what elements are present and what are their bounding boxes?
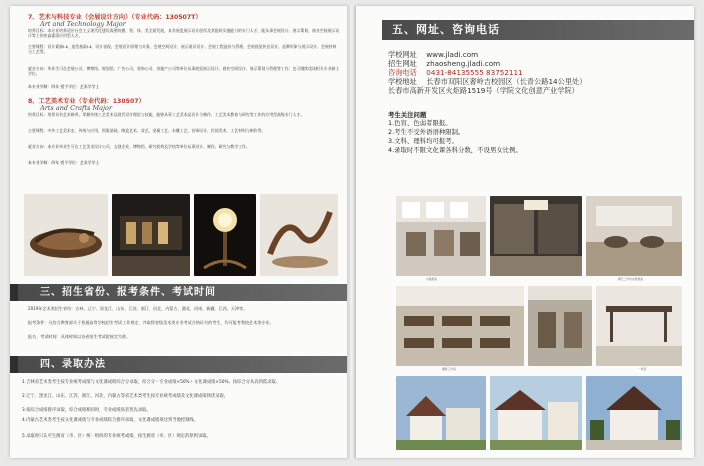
leather-craft-image xyxy=(260,194,338,276)
section3-schedule: 报名、考试时间：具体时间以各省招生考试院规定为准。 xyxy=(28,334,131,339)
band-marker xyxy=(10,284,18,301)
tip-item: 2.考生不受外语语种限制。 xyxy=(388,128,465,136)
left-page xyxy=(10,6,348,458)
section4-band xyxy=(10,356,348,373)
campus-photo-classroom xyxy=(396,286,524,366)
major2-goal: 培养目标：培养具有艺术修养、掌握传统工艺美术及现代设计理论与技能，能够从事工艺美术品设计与制作、工艺美术教育与研究等工作的应用型高级专门人才。 xyxy=(28,112,305,117)
major2-en-title: Arts and Crafts Major xyxy=(40,104,113,112)
major2-career: 就业方向：本专业毕业生可在工艺美术设计公司、文创企业、博物馆、研究机构及学校等单位从事设计、制作、研究与教学工作。 xyxy=(28,144,250,149)
building1-image xyxy=(396,376,486,450)
tip-item: 1.色盲、色弱者限报。 xyxy=(388,119,452,127)
contact-label: 招生网址 xyxy=(388,59,417,68)
admission-rule-1: 1.吉林省艺术类考生按专业统考成绩与文化课成绩综合分录取，综合分＝专业成绩×50%＋文化课成绩×50%，按综合分从高到低录取。 xyxy=(22,380,281,385)
leather-craft-photo xyxy=(260,194,338,276)
address-line-2: 长春市高新开发区火炬路1519号（学院文化创意产业学院） xyxy=(388,86,579,95)
major1-en-title: Art and Technology Major xyxy=(40,20,126,28)
major1-degree: 本专业学制：四年 授予学位：艺术学学士 xyxy=(28,84,100,89)
school-website-link[interactable]: www.jladi.com xyxy=(426,50,479,59)
major1-goal: 培养目标：本专业培养适应社会主义现代化建设需要的德、智、体、美全面发展，具有展览展示设计创作及其组织实施能力的专门人才，能从事会展设计、展示策划、商业空间展示设计等工作的高素质应用型人才。 xyxy=(28,28,340,39)
contact-website xyxy=(388,50,478,59)
contact-address-2 xyxy=(388,86,579,95)
classroom-image xyxy=(396,286,524,366)
campus-photo-corner xyxy=(596,286,682,366)
contact-address xyxy=(388,77,586,86)
contact-admission-site xyxy=(388,59,500,68)
tips-title: 考生关注问题 xyxy=(388,111,427,119)
photo-caption: 陶艺工作坊实践教室 xyxy=(618,277,644,281)
section3-provinces: 2019年艺术类招生省份：吉林、辽宁、黑龙江、山东、江苏、浙江、河北、内蒙古、湖北、河南、新疆、江西、天津等。 xyxy=(28,306,248,311)
crafts-room-photo xyxy=(112,194,190,276)
campus-photo-studio xyxy=(396,196,486,276)
section3-title: 三、招生省份、报考条件、考试时间 xyxy=(40,287,216,298)
building2-image xyxy=(490,376,582,450)
phone-number: 0431-84135555 83752111 xyxy=(426,68,523,77)
contact-label: 咨询电话 xyxy=(388,68,417,77)
admission-rule-5: 5.录取时只认可生源省（市、区）统一组织的专业统考成绩，按生源省（市、区）规定的原则录取。 xyxy=(22,434,211,439)
admission-rule-2: 2.辽宁、黑龙江、山东、江苏、浙江、河北、内蒙古等省艺术类考生按专业统考成绩及文化课成绩择优录取。 xyxy=(22,394,229,399)
major1-career: 就业方向：毕业生可在会展公司、博物馆、规划馆、广告公司、装饰公司、房地产公司等单位从事展览展示设计、商业空间设计、展示策划与管理等工作；也可继续攻读相关专业硕士学位。 xyxy=(28,66,340,77)
admission-website-link[interactable]: zhaosheng.jladi.com xyxy=(426,59,501,68)
major2-degree: 本专业学制：四年 授予学位：艺术学学士 xyxy=(28,160,100,165)
campus-photo-building1 xyxy=(396,376,486,450)
contact-label: 学校地址 xyxy=(388,77,417,86)
admission-rule-3: 3.按综合成绩排序录取，综合成绩相同时，专业成绩高者优先录取。 xyxy=(22,408,151,413)
campus-photo-hall xyxy=(528,286,592,366)
admission-rule-4: 4.内蒙古艺术类考生按文化课成绩与专业成绩综合排序录取，文化课成绩须达到当地控制线。 xyxy=(22,418,198,423)
wood-sculpture-photo xyxy=(24,194,108,276)
lantern-art-photo xyxy=(194,194,256,276)
major2-title: 8、工艺美术专业（专业代码：130507） xyxy=(28,98,145,105)
campus-photo-building2 xyxy=(490,376,582,450)
section3-band xyxy=(10,284,348,301)
building3-image xyxy=(586,376,682,450)
section3-conditions: 报考条件：凡符合教育部关于普通高等学校招生考试工作规定，并取得省级美术类专业考试合格证书的考生，均可报考我校艺术类专业。 xyxy=(28,320,274,325)
library-image xyxy=(490,196,582,276)
major1-title: 7、艺术与科技专业（会展设计方向）（专业代码：130507T） xyxy=(28,14,202,21)
campus-photo-pottery xyxy=(586,196,682,276)
lantern-art-image xyxy=(194,194,256,276)
hall-image xyxy=(528,286,592,366)
contact-label: 学校网址 xyxy=(388,50,417,59)
campus-photo-library xyxy=(490,196,582,276)
section5-title: 五、网址、咨询电话 xyxy=(392,23,500,36)
photo-caption: 摄影工作室 xyxy=(442,367,456,371)
campus-photo-building3 xyxy=(586,376,682,450)
photo-caption: 书画教室 xyxy=(426,277,438,281)
right-page xyxy=(356,6,694,458)
studio-image xyxy=(396,196,486,276)
section4-title: 四、录取办法 xyxy=(40,359,106,370)
crafts-room-image xyxy=(112,194,190,276)
major2-courses: 主要课程：中外工艺美术史、传统与应用、图案基础、陶瓷艺术、漆艺、金属工艺、木雕工艺、首饰设计、民间美术、工艺材料与制作等。 xyxy=(28,128,266,133)
band-marker xyxy=(10,356,18,373)
section5-band xyxy=(382,20,694,40)
tip-item: 4.录取时不限文化课各科分数，不设男女比例。 xyxy=(388,146,522,154)
tip-item: 3.文科、理科均可报考。 xyxy=(388,137,459,145)
corner-image xyxy=(596,286,682,366)
photo-caption: 一角落 xyxy=(638,367,647,371)
wood-sculpture-image xyxy=(24,194,108,276)
pottery-image xyxy=(586,196,682,276)
contact-phone xyxy=(388,68,523,77)
address-line-1: 长春市双阳区奢岭吉校园区（长青公路14公里处） xyxy=(426,77,587,86)
major1-courses: 主要课程：设计素描Ⅰ-Ⅱ、造型基础Ⅰ-Ⅱ、设计表现、会展设计原理与实务、会展空间设计、展示道具设计、会展工程造价与管理、会展视觉传达设计、品牌形象与展示设计、会展材料与工艺等。 xyxy=(28,44,337,55)
